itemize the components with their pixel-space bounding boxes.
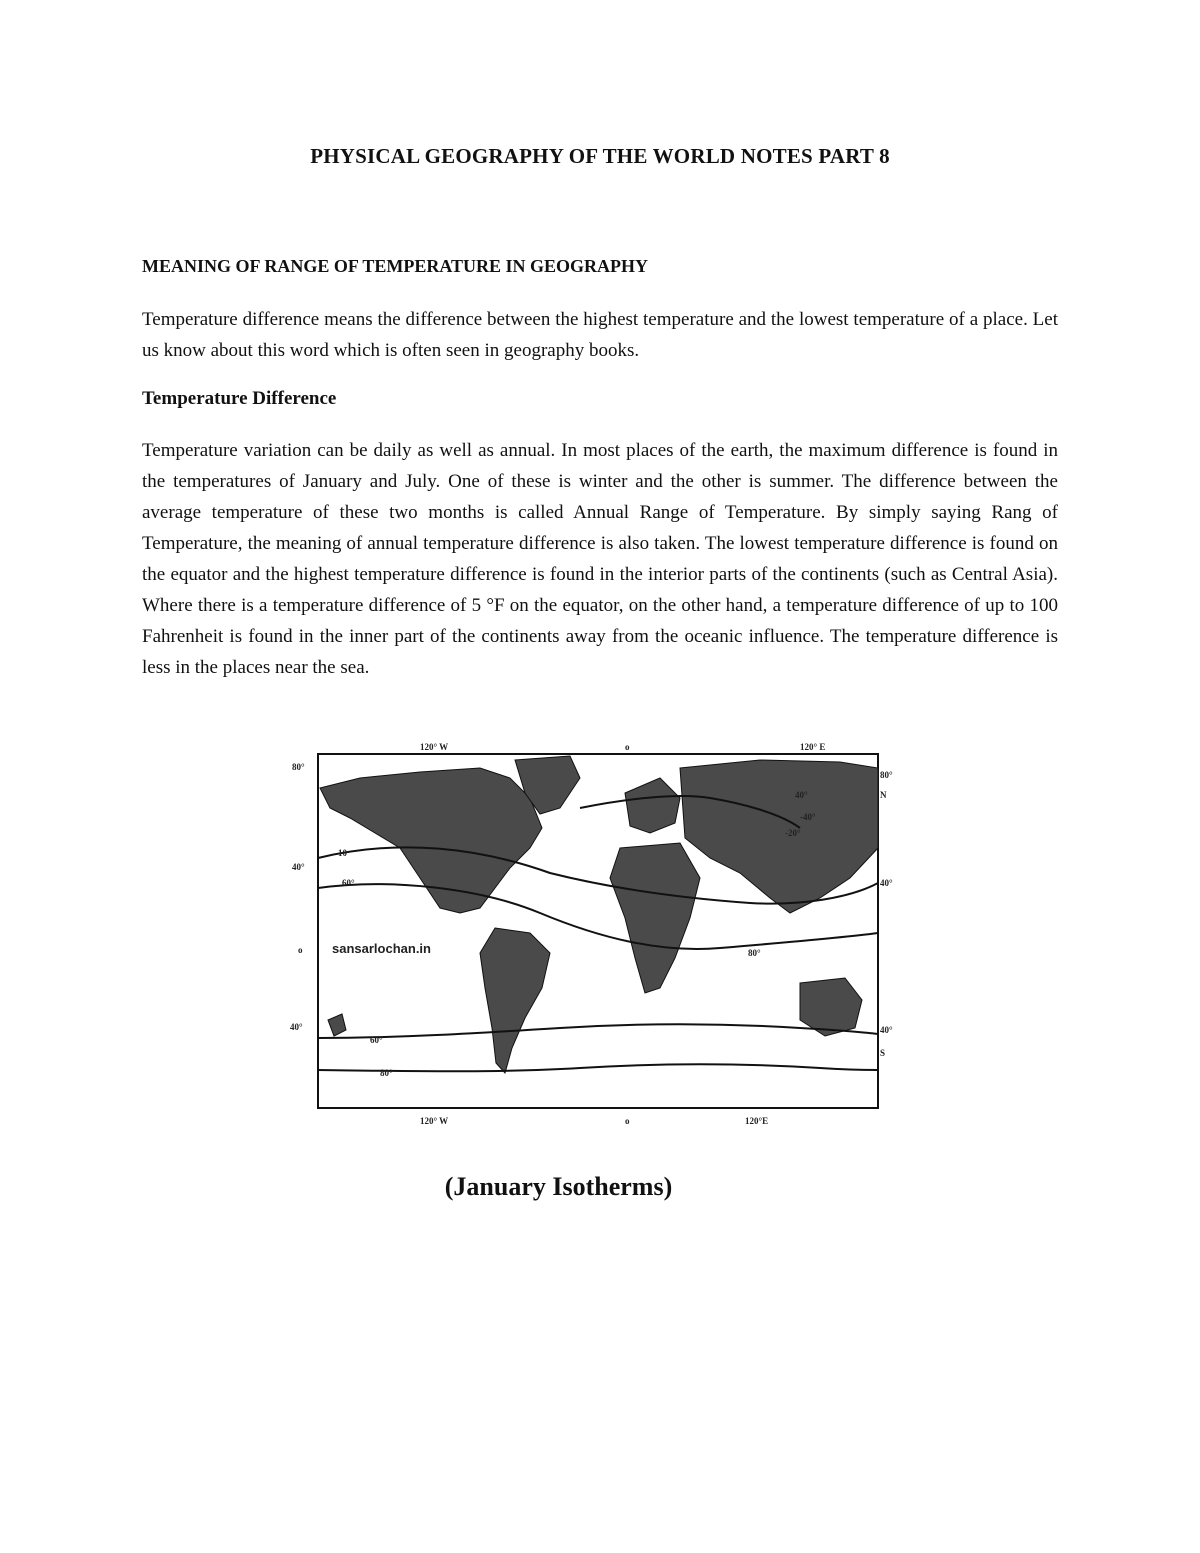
subheading: Temperature Difference <box>142 388 337 409</box>
isotherm-label: -20° <box>785 828 801 838</box>
bottom-axis-label: o <box>625 1116 630 1126</box>
watermark-text: sansarlochan.in <box>332 941 431 956</box>
new-zealand <box>328 1014 346 1036</box>
right-axis-label: N <box>880 790 887 800</box>
isotherm-label: 10 <box>338 848 347 858</box>
australia <box>800 978 862 1036</box>
left-axis-label: 40° <box>292 862 305 872</box>
right-axis-label: 80° <box>880 770 893 780</box>
europe <box>625 778 680 833</box>
africa <box>610 843 700 993</box>
isotherm-label: 60° <box>342 878 355 888</box>
isotherm-map <box>280 738 900 1138</box>
isotherm-label: 80° <box>380 1068 393 1078</box>
isotherm-label: 60° <box>370 1035 383 1045</box>
figure-caption: (January Isotherms) <box>444 1172 673 1201</box>
page-title: PHYSICAL GEOGRAPHY OF THE WORLD NOTES PART 8 <box>310 144 890 168</box>
left-axis-label: 40° <box>290 1022 303 1032</box>
south-america <box>480 928 550 1073</box>
intro-paragraph: Temperature difference means the difference between the highest temperature and the lowest temperature of a place. Let us know about this word which is often seen in geography books. <box>142 309 1058 361</box>
bottom-axis-label: 120°E <box>745 1116 769 1126</box>
right-axis-label: 40° <box>880 1025 893 1035</box>
top-axis-label: o <box>625 742 630 752</box>
body-paragraph: Temperature variation can be daily as well as annual. In most places of the earth, the maximum difference is found in the temperatures of January and July. One of these is winter and the other is summer. The difference between the average temperature of these two months is called Annual Range of Temperature. By simply saying Rang of Temperature, the meaning of annual temperature difference is also taken. The lowest temperature difference is found on the equator and the highest temperature difference is found in the interior parts of the continents (such as Central Asia). Where there is a temperature difference of 5 °F on the equator, on the other hand, a temperature difference of up to 100 Fahrenheit is found in the inner part of the continents away from the oceanic influence. The temperature difference is less in the places near the sea. <box>142 440 1058 678</box>
top-axis-label: 120° W <box>420 742 449 752</box>
right-axis-label: S <box>880 1048 886 1058</box>
left-axis-label: 80° <box>292 762 305 772</box>
isotherm-label: -40° <box>800 812 816 822</box>
top-axis-label: 120° E <box>800 742 826 752</box>
north-america <box>320 768 542 913</box>
section-heading: MEANING OF RANGE OF TEMPERATURE IN GEOGRAPHY <box>142 256 649 276</box>
isotherm-label: 40° <box>795 790 808 800</box>
asia <box>680 760 878 913</box>
left-axis-label: o <box>298 945 303 955</box>
bottom-axis-label: 120° W <box>420 1116 449 1126</box>
right-axis-label: 40° <box>880 878 893 888</box>
isotherm-label: 80° <box>748 948 761 958</box>
